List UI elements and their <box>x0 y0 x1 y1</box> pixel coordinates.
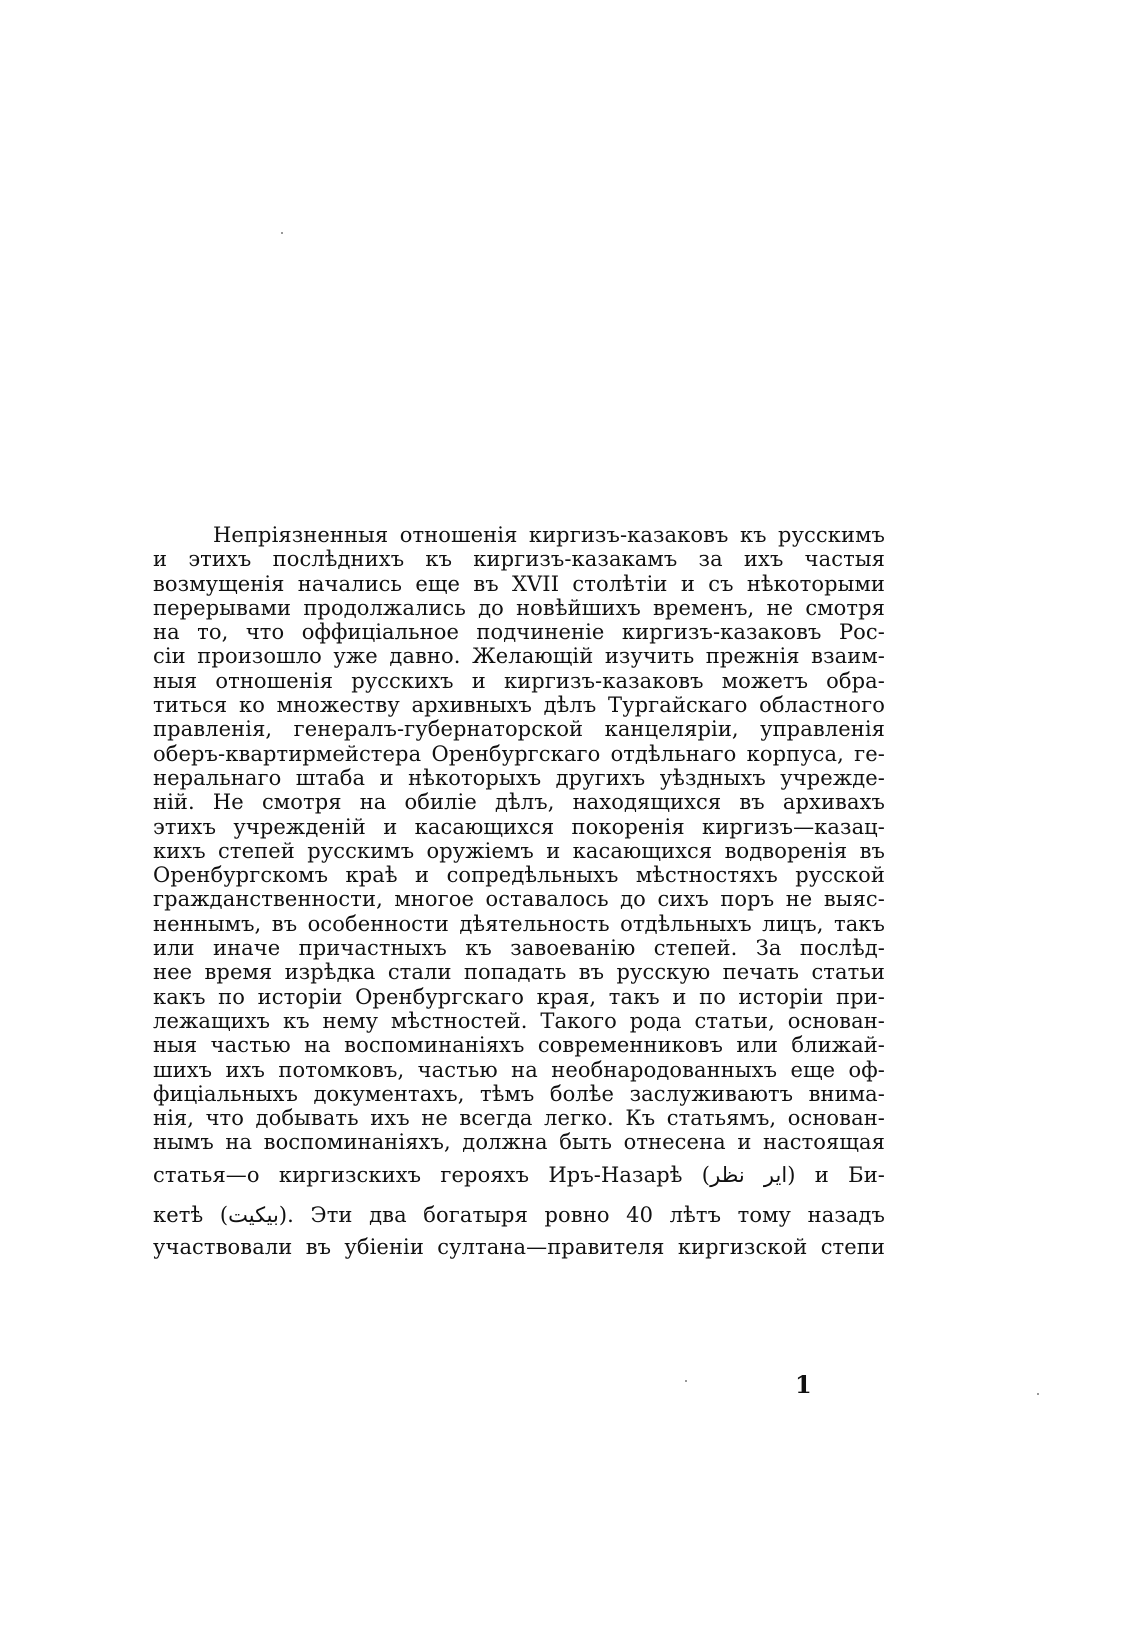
text-line: этихъ учрежденій и касающихся покоренія киргизъ—казац- <box>153 814 885 839</box>
text-line: на то, что оффиціальное подчиненіе киргизъ-казаковъ Рос- <box>153 620 885 645</box>
text-line: ныя частью на воспоминаніяхъ современниковъ или ближай- <box>153 1033 885 1058</box>
body-text <box>153 523 885 1259</box>
text-line: ныя отношенія русскихъ и киргизъ-казаковъ можетъ обра- <box>153 668 885 693</box>
text-line: какъ по исторіи Оренбургскаго края, такъ и по исторіи при- <box>153 984 885 1009</box>
text-line: ній. Не смотря на обиліе дѣлъ, находящихся въ архивахъ <box>153 790 885 815</box>
text-line: правленія, генералъ-губернаторской канцеляріи, управленія <box>153 717 885 742</box>
text-line: кихъ степей русскимъ оружіемъ и касающихся водворенія въ <box>153 838 885 863</box>
text-line: нымъ на воспоминаніяхъ, должна быть отнесена и настоящая <box>153 1130 885 1155</box>
text-line: или иначе причастныхъ къ завоеванію степей. За послѣд- <box>153 936 885 961</box>
text-line: шихъ ихъ потомковъ, частью на необнародованныхъ еще оф- <box>153 1057 885 1082</box>
text-line: возмущенія начались еще въ XVII столѣтіи и съ нѣкоторыми <box>153 571 885 596</box>
text-line: статья—о киргизскихъ герояхъ Иръ-Назарѣ (ایر نظر) и Би- <box>153 1162 885 1187</box>
text-line: участвовали въ убіеніи султана—правителя киргизской степи <box>153 1234 885 1259</box>
page-number: 1 <box>795 1370 812 1399</box>
text-line: кетѣ (بیکیت). Эти два богатыря ровно 40 лѣтъ тому назадъ <box>153 1202 885 1227</box>
text-line: гражданственности, многое оставалось до сихъ поръ не выяс- <box>153 887 885 912</box>
scan-speck <box>1037 1393 1039 1395</box>
text-line: сіи произошло уже давно. Желающій изучить прежнія взаим- <box>153 644 885 669</box>
text-line: Оренбургскомъ краѣ и сопредѣльныхъ мѣстностяхъ русской <box>153 863 885 888</box>
text-line: нее время изрѣдка стали попадать въ русскую печать статьи <box>153 960 885 985</box>
text-line: лежащихъ къ нему мѣстностей. Такого рода статьи, основан- <box>153 1008 885 1033</box>
text-line: титься ко множеству архивныхъ дѣлъ Тургайскаго областного <box>153 693 885 718</box>
text-line: перерывами продолжались до новѣйшихъ временъ, не смотря <box>153 595 885 620</box>
text-line: неннымъ, въ особенности дѣятельность отдѣльныхъ лицъ, такъ <box>153 911 885 936</box>
text-line: оберъ-квартирмейстера Оренбургскаго отдѣльнаго корпуса, ге- <box>153 741 885 766</box>
text-line: и этихъ послѣднихъ къ киргизъ-казакамъ за ихъ частыя <box>153 547 885 572</box>
text-line: нія, что добывать ихъ не всегда легко. Къ статьямъ, основан- <box>153 1106 885 1131</box>
text-line: Непріязненныя отношенія киргизъ-казаковъ къ русскимъ <box>213 523 885 547</box>
text-line: неральнаго штаба и нѣкоторыхъ другихъ уѣздныхъ учрежде- <box>153 765 885 790</box>
scan-speck <box>281 232 283 234</box>
text-line: фиціальныхъ документахъ, тѣмъ болѣе заслуживаютъ внима- <box>153 1081 885 1106</box>
scan-speck <box>685 1380 687 1382</box>
